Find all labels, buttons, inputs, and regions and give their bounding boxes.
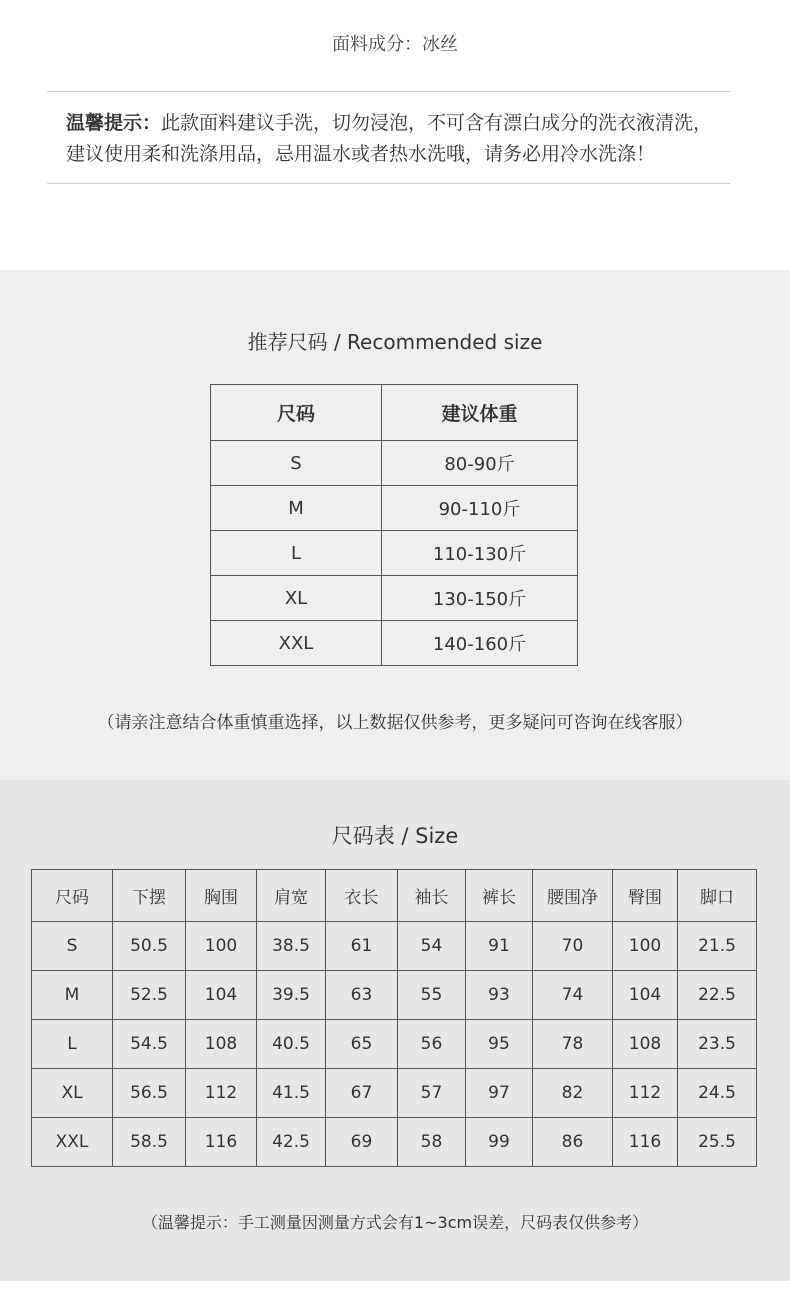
recommended-size-section [0,270,790,780]
measurement-cell: 63 [326,971,398,1020]
measurement-cell: 108 [186,1020,257,1069]
size-cell: M [32,971,113,1020]
measurement-cell: 91 [466,922,533,971]
measurement-cell: 116 [613,1118,678,1167]
measurement-cell: 93 [466,971,533,1020]
care-tip-label: 温馨提示： [66,112,162,134]
recommended-size-table [210,384,578,666]
size-cell: L [211,531,382,576]
measurement-cell: 54.5 [113,1020,186,1069]
table-row [211,531,578,576]
header-cell: 下摆 [113,870,186,922]
table-row [211,621,578,666]
header-cell: 肩宽 [257,870,326,922]
header-cell: 裤长 [466,870,533,922]
measurement-cell: 22.5 [678,971,757,1020]
care-tip-text: 此款面料建议手洗，切勿浸泡，不可含有漂白成分的洗衣液清洗，建议使用柔和洗涤用品，忌用温水或者热水洗哦，请务必用冷水洗涤！ [66,112,713,165]
size-chart-section [0,780,790,1281]
measurement-cell: 50.5 [113,922,186,971]
measurement-cell: 41.5 [257,1069,326,1118]
measurement-cell: 40.5 [257,1020,326,1069]
header-cell: 胸围 [186,870,257,922]
table-header-row [32,870,757,922]
measurement-cell: 39.5 [257,971,326,1020]
measurement-cell: 112 [186,1069,257,1118]
weight-cell: 80-90斤 [382,441,578,486]
size-cell: S [32,922,113,971]
header-cell: 建议体重 [382,385,578,441]
measurement-cell: 42.5 [257,1118,326,1167]
header-cell: 腰围净 [533,870,613,922]
header-cell: 袖长 [398,870,466,922]
measurement-cell: 56 [398,1020,466,1069]
size-cell: XL [211,576,382,621]
fabric-composition: 面料成分：冰丝 [332,34,458,55]
measurement-cell: 24.5 [678,1069,757,1118]
measurement-cell: 69 [326,1118,398,1167]
measurement-cell: 104 [613,971,678,1020]
measurement-cell: 108 [613,1020,678,1069]
size-cell: S [211,441,382,486]
header-cell: 衣长 [326,870,398,922]
measurement-cell: 70 [533,922,613,971]
table-row [32,1118,757,1167]
size-cell: XXL [211,621,382,666]
measurement-cell: 56.5 [113,1069,186,1118]
table-row [211,441,578,486]
divider [47,91,730,92]
table-row [32,1020,757,1069]
weight-cell: 130-150斤 [382,576,578,621]
size-cell: L [32,1020,113,1069]
measurement-cell: 38.5 [257,922,326,971]
measurement-cell: 61 [326,922,398,971]
size-chart-title: 尺码表 / Size [331,824,459,848]
divider [47,183,730,184]
measurement-cell: 57 [398,1069,466,1118]
size-cell: XL [32,1069,113,1118]
measurement-cell: 74 [533,971,613,1020]
measurement-cell: 23.5 [678,1020,757,1069]
measurement-cell: 104 [186,971,257,1020]
measurement-cell: 95 [466,1020,533,1069]
table-row [211,486,578,531]
measurement-cell: 54 [398,922,466,971]
recommended-size-note: （请亲注意结合体重慎重选择，以上数据仅供参考，更多疑问可咨询在线客服） [97,713,693,733]
measurement-cell: 58 [398,1118,466,1167]
measurement-cell: 100 [613,922,678,971]
measurement-cell: 21.5 [678,922,757,971]
measurement-cell: 67 [326,1069,398,1118]
care-tip [66,108,726,170]
header-cell: 臀围 [613,870,678,922]
size-cell: M [211,486,382,531]
weight-cell: 90-110斤 [382,486,578,531]
measurement-cell: 86 [533,1118,613,1167]
table-row [211,576,578,621]
table-header-row [211,385,578,441]
measurement-cell: 99 [466,1118,533,1167]
table-row [32,971,757,1020]
header-cell: 尺码 [32,870,113,922]
size-cell: XXL [32,1118,113,1167]
table-row [32,922,757,971]
measurement-cell: 58.5 [113,1118,186,1167]
table-row [32,1069,757,1118]
measurement-cell: 65 [326,1020,398,1069]
measurement-cell: 78 [533,1020,613,1069]
measurement-cell: 100 [186,922,257,971]
weight-cell: 140-160斤 [382,621,578,666]
recommended-size-title: 推荐尺码 / Recommended size [247,330,543,354]
header-cell: 脚口 [678,870,757,922]
size-chart-table [31,869,757,1167]
size-chart-body [32,870,757,1167]
weight-cell: 110-130斤 [382,531,578,576]
measurement-cell: 52.5 [113,971,186,1020]
header-cell: 尺码 [211,385,382,441]
measurement-cell: 25.5 [678,1118,757,1167]
measurement-cell: 112 [613,1069,678,1118]
measurement-cell: 97 [466,1069,533,1118]
size-chart-note: （温馨提示：手工测量因测量方式会有1~3cm误差，尺码表仅供参考） [141,1213,649,1232]
measurement-cell: 116 [186,1118,257,1167]
measurement-cell: 55 [398,971,466,1020]
measurement-cell: 82 [533,1069,613,1118]
